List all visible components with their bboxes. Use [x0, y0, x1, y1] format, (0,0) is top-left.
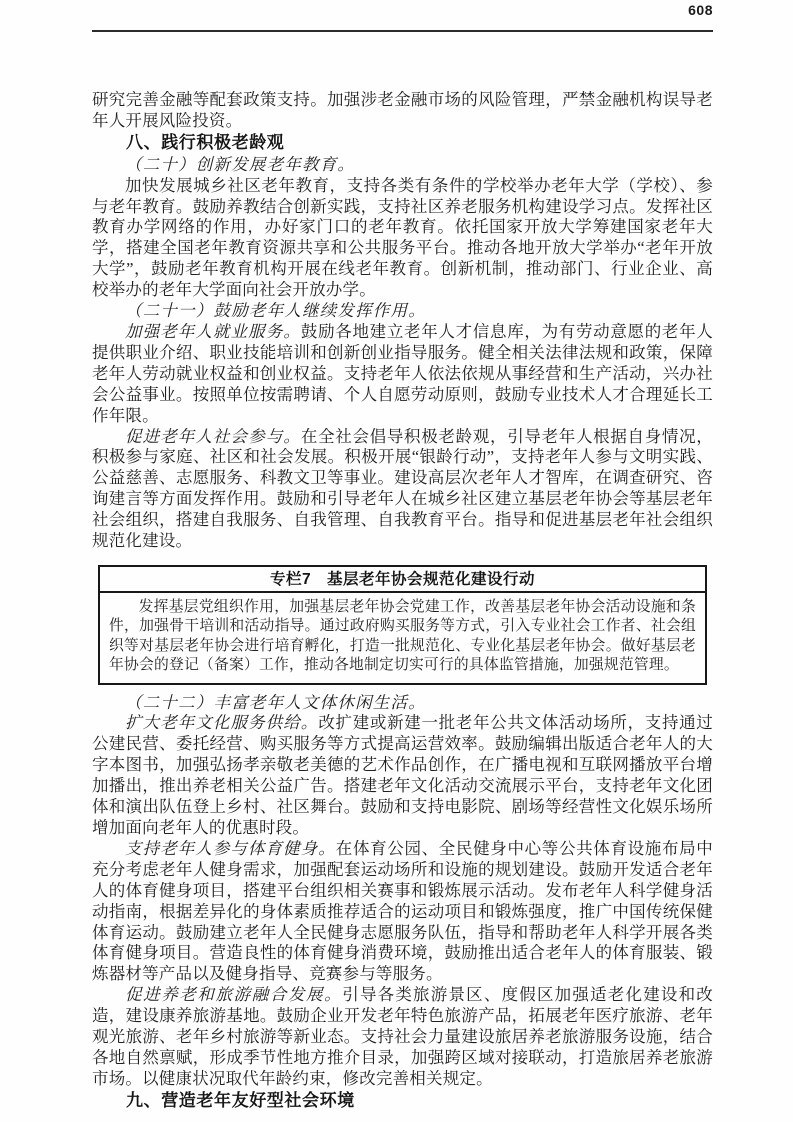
subsection-item-22: （二十二）丰富老年人文体休闲生活。: [125, 692, 426, 712]
page-number: 608: [688, 2, 713, 18]
paragraph-culture: [92, 713, 713, 838]
section-heading-9: 九、营造老年友好型社会环境: [126, 1090, 355, 1110]
paragraph-social-participation-body: 在全社会倡导积极老龄观，引导老年人根据自身情况，积极参与家庭、社区和社会发展。积极开展“银龄行动”，支持老年人参与文明实践、公益慈善、志愿服务、科教文卫等事业。建设高层次老年人才智库，在调查研究、咨询建言等方面发挥作用。鼓励和引导老年人在城乡社区建立基层老年协会等基层老年社会组织，搭建自我服务、自我管理、自我教育平台。指导和促进基层老年社会组织规范化建设。: [92, 426, 713, 551]
paragraph-culture-lead: 扩大老年文化服务供给。: [125, 713, 319, 733]
paragraph-tourism-lead: 促进养老和旅游融合发展。: [125, 985, 343, 1005]
paragraph-fitness-body: 在体育公园、全民健身中心等公共体育设施布局中充分考虑老年人健身需求，加强配套运动场所和设施的规划建设。鼓励开发适合老年人的体育健身项目，搭建平台组织相关赛事和锻炼展示活动。发布老年人科学健身活动指南，根据差异化的身体素质推荐适合的运动项目和锻炼强度，推广中国传统保健体育运动。鼓励建立老年人全民健身志愿服务队伍，指导和帮助老年人科学开展各类体育健身项目。营造良性的体育健身消费环境，鼓励推出适合老年人的体育服装、锻炼器材等产品以及健身指导、竞赛参与等服务。: [92, 838, 713, 984]
paragraph-employment-body: 鼓励各地建立老年人才信息库，为有劳动意愿的老年人提供职业介绍、职业技能培训和创新创业指导服务。健全相关法律法规和政策，保障老年人劳动就业权益和创业权益。支持老年人依法依规从事经营和生产活动，兴办社会公益事业。按照单位按需聘请、个人自愿劳动原则，鼓励专业技术人才合理延长工作年限。: [92, 321, 713, 425]
paragraph-employment-lead: 加强老年人就业服务。: [125, 321, 301, 341]
paragraph-tourism-body: 引导各类旅游景区、度假区加强适老化建设和改造，建设康养旅游基地。鼓励企业开发老年特色旅游产品，拓展老年医疗旅游、老年观光旅游、老年乡村旅游等新业态。支持社会力量建设旅居养老旅游服务设施，结合各地自然禀赋，形成季节性地方推介目录，加强跨区域对接联动，打造旅居养老旅游市场。以健康状况取代年龄约束，修改完善相关规定。: [92, 985, 714, 1088]
paragraph-continuation: 研究完善金融等配套政策支持。加强涉老金融市场的风险管理，严禁金融机构误导老年人开展风险投资。: [92, 90, 713, 130]
paragraph-fitness-lead: 支持老年人参与体育健身。: [125, 838, 336, 858]
paragraph-employment: [92, 322, 713, 427]
paragraph-social-participation: [92, 427, 713, 552]
subsection-item-20: （二十）创新发展老年教育。: [125, 154, 356, 174]
paragraph-culture-body: 改扩建或新建一批老年公共文体活动场所，支持通过公建民营、委托经营、购买服务等方式提高运营效率。鼓励编辑出版适合老年人的大字本图书，加强弘扬孝亲敬老美德的艺术作品创作，在广播电视和互联网播放平台增加播出，推出养老相关公益广告。搭建老年文化活动交流展示平台，支持老年文化团体和演出队伍登上乡村、社区舞台。鼓励和支持电影院、剧场等经营性文化娱乐场所增加面向老年人的优惠时段。: [92, 713, 713, 837]
paragraph-education: 加快发展城乡社区老年教育，支持各类有条件的学校举办老年大学（学校）、参与老年教育。鼓励养教结合创新实践，支持社区养老服务机构建设学习点。发挥社区教育办学网络的作用，办好家门口的老年教育。依托国家开放大学筹建国家老年大学，搭建全国老年教育资源共享和公共服务平台。推动各地开放大学举办“老年开放大学”，鼓励老年教育机构开展在线老年教育。创新机制，推动部门、行业企业、高校举办的老年大学面向社会开放办学。: [92, 175, 713, 300]
header-rule: [92, 30, 713, 32]
paragraph-social-participation-lead: 促进老年人社会参与。: [125, 426, 301, 446]
paragraph-tourism: [92, 985, 713, 1090]
page-content: [92, 90, 713, 1113]
callout-box-title: 专栏7 基层老年协会规范化建设行动: [100, 567, 705, 593]
section-heading-8: 八、践行积极老龄观: [126, 132, 285, 152]
subsection-item-21: （二十一）鼓励老年人继续发挥作用。: [125, 301, 426, 321]
callout-box-body: 发挥基层党组织作用，加强基层老年协会党建工作，改善基层老年协会活动设施和条件，加强骨干培训和活动指导。通过政府购买服务等方式，引入专业社会工作者、社会组织等对基层老年协会进行培育孵化，打造一批规范化、专业化基层老年协会。做好基层老年协会的登记（备案）工作，推动各地制定切实可行的具体监管措施，加强规范管理。: [109, 598, 696, 674]
callout-box-column-7: [98, 565, 707, 685]
paragraph-fitness: [92, 839, 713, 985]
